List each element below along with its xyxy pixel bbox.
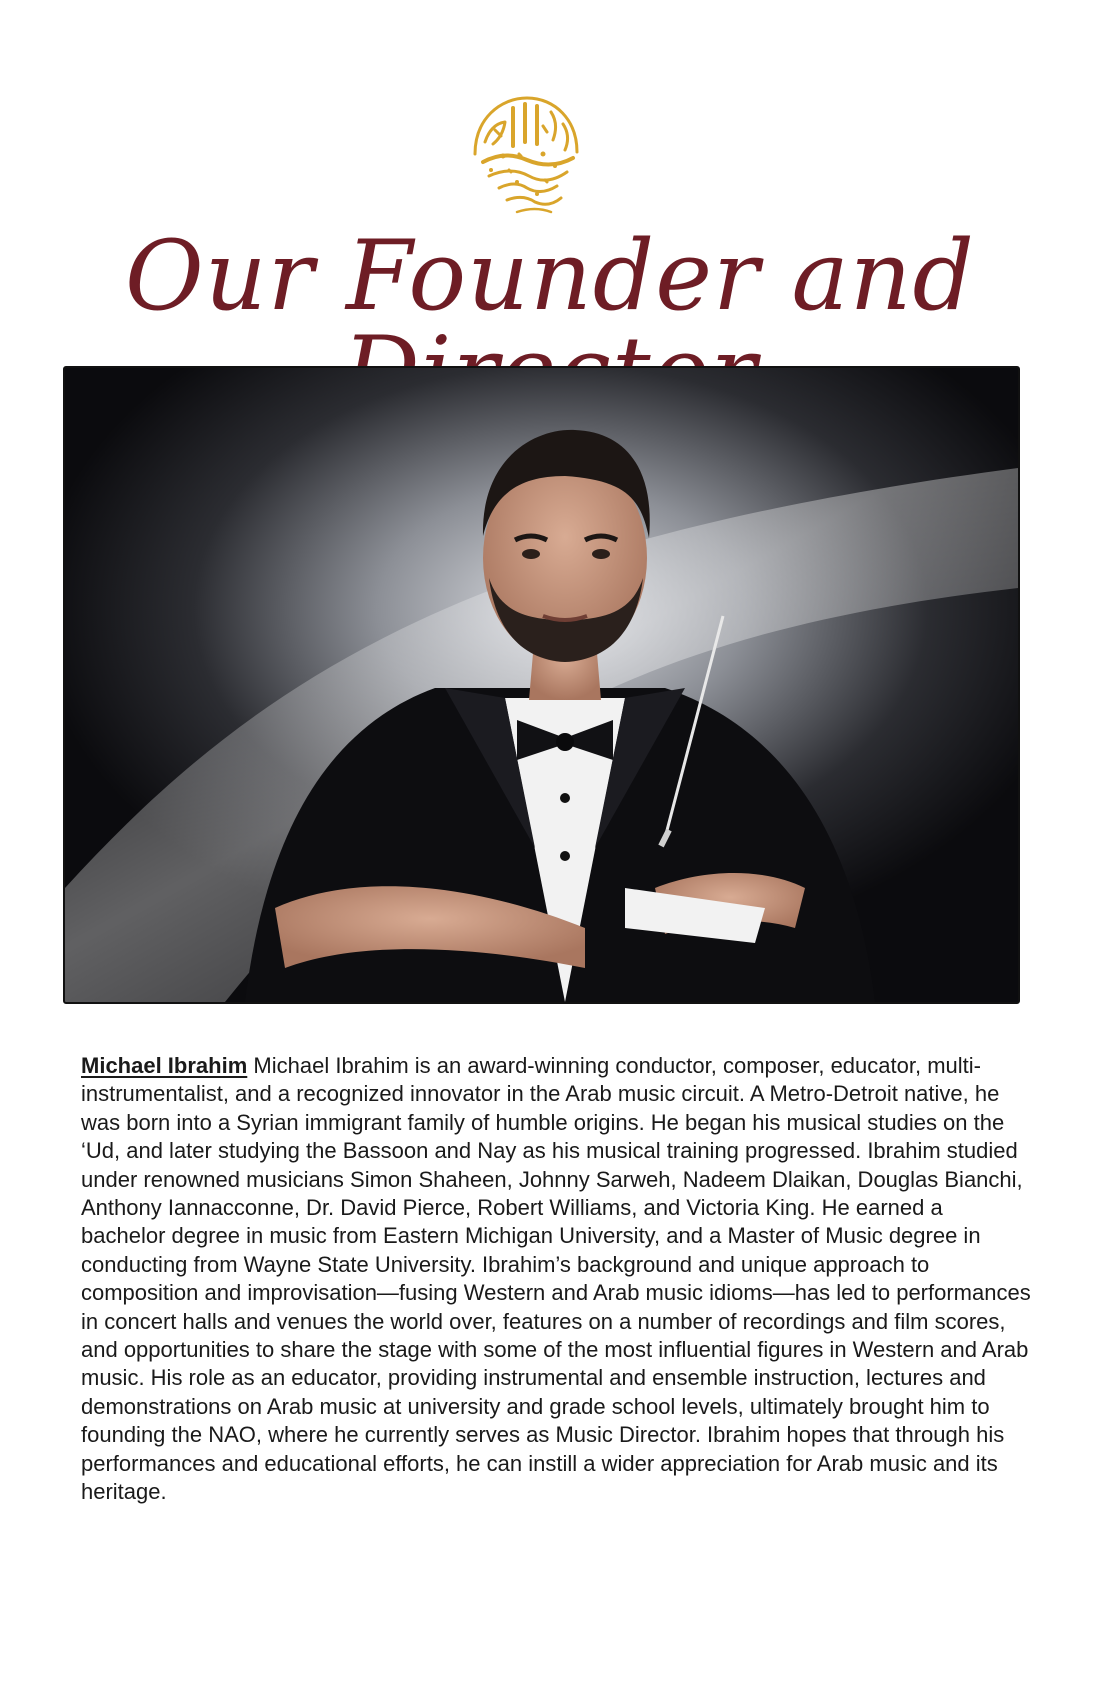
director-name: Michael Ibrahim [81, 1053, 248, 1078]
director-biography [81, 1052, 1031, 1507]
director-portrait-photo [63, 366, 1020, 1004]
orchestra-logo-seal [455, 84, 597, 226]
biography-text: Michael Ibrahim is an award-winning conductor, composer, educator, multi-instrumentalist, and a recognized innovator in the Arab music circuit. A Metro-Detroit native, he was born into a Syrian immigrant family of humble origins. He began his musical studies on the ‘Ud, and later studying the Bassoon and Nay as his musical training progressed. Ibrahim studied under renowned musicians Simon Shaheen, Johnny Sarweh, Nadeem Dlaikan, Douglas Bianchi, Anthony Iannacconne, Dr. David Pierce, Robert Williams, and Victoria King. He earned a bachelor degree in music from Eastern Michigan University, and a Master of Music degree in conducting from Wayne State University. Ibrahim’s background and unique approach to composition and improvisation—fusing Western and Arab music idioms—has led to performances in concert halls and venues the world over, features on a number of recordings and film scores, and opportunities to share the stage with some of the most influential figures in Western and Arab music. His role as an educator, providing instrumental and ensemble instruction, lectures and demonstrations on Arab music at university and grade school levels, ultimately brought him to founding the NAO, where he currently serves as Music Director. Ibrahim hopes that through his performances and educational efforts, he can instill a wider appreciation for Arab music and its heritage. [81, 1053, 1031, 1505]
page-title: Our Founder and [125, 220, 975, 332]
arabic-calligraphy-seal-icon [455, 84, 597, 226]
conductor-portrait-image [65, 368, 1018, 1002]
